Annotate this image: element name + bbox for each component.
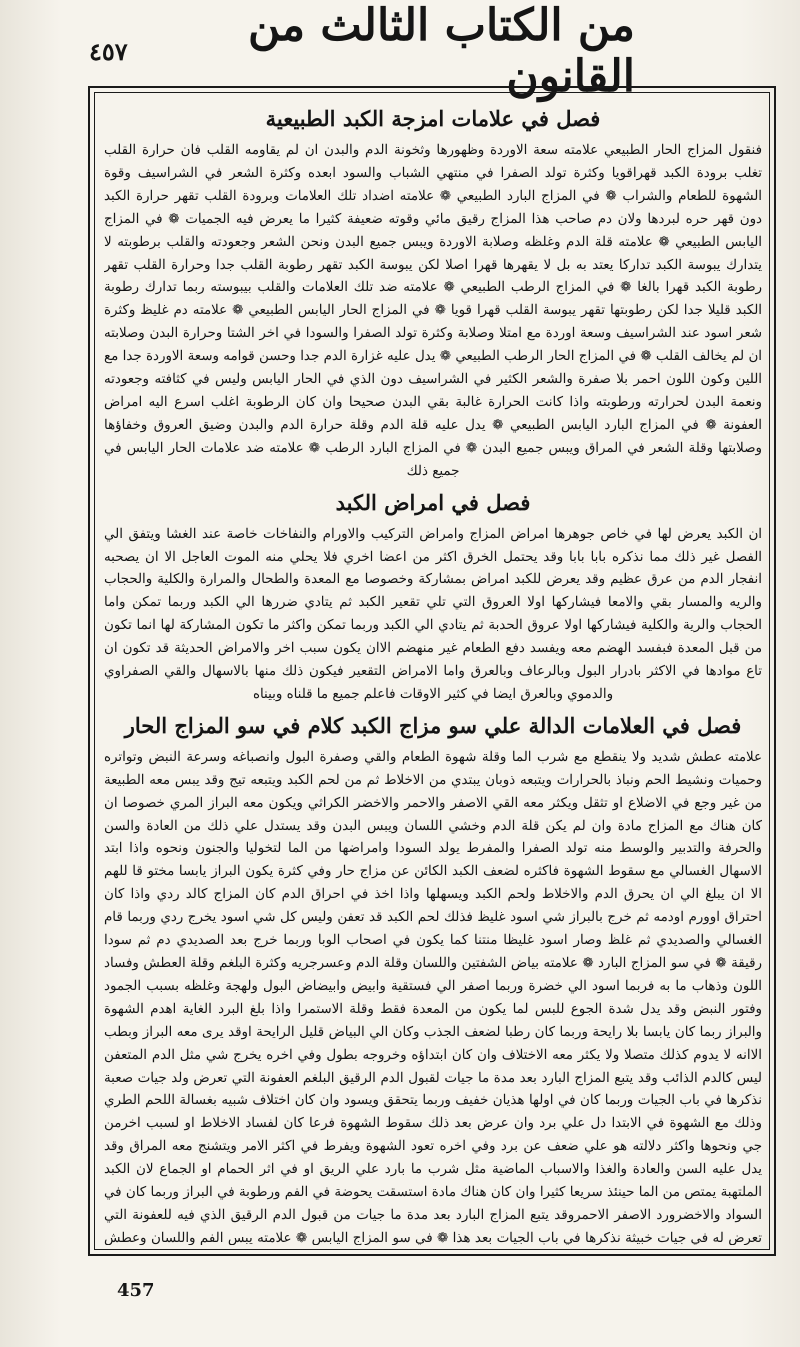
- section-title-liver-dystemperament-signs: فصل في العلامات الدالة علي سو مزاج الكبد كلام في سو المزاج الحار: [124, 712, 742, 738]
- page-body: [104, 100, 762, 1245]
- running-title: من الكتاب الثالث من القانون: [247, 0, 635, 102]
- page-header: [85, 0, 775, 102]
- page-number-bottom: 457: [117, 1280, 155, 1301]
- section-body-liver-diseases: ان الكبد يعرض لها في خاص جوهرها امراض المزاج وامراض التركيب والاورام والنفاخات خاصة عند الغشا ويتفق الي الفصل غير ذلك مما نذكره بابا بابا وقد يحتمل الخرق اكثر من اعضا اخري فلا يحلي منه الموت العاجل الا ان يصحبه انفجار الدم من عرق عظيم وقد يعرض للكبد امراض بمشاركة وخصوصا مع المعدة والطحال والمرارة والكلية والحجاب والريه والمسار بقي والامعا فيشاركها اولا العروق التي تلي تقعير الكبد ثم يتادي ضررها الي الكبد وربما تمكن واما الحجاب والرية والكلية فيشاركها اولا عروق الحدبة ثم يتادي الي الكبد وربما تمكن واكثر ما تكون المشاركة لها انما تكون من قبل المعدة فبفسد الهضم معه ويفسد دفع الطعام غير منهضم الاان يكون سبب اخر والامراض الحديثة قد تكون ان تاع موادها في الاكثر بادرار البول وبالرعاف وبالعرق واما الامراض التقعير فيكون ذلك منها بالاسهال والقي الصفراوي والدموي وبالعرق ايضا في كثير الاوقات فاعلم جميع ما قلناه وبيناه: [104, 526, 762, 702]
- section-title-liver-temperaments: فصل في علامات امزجة الكبد الطبيعية: [265, 106, 601, 131]
- section-title-liver-diseases: فصل في امراض الكبد: [335, 489, 531, 515]
- section-body-liver-temperaments: فنقول المزاج الحار الطبيعي علامته سعة الاوردة وظهورها وثخونة الدم والبدن ان لم يقاومه القلب فان حرارة القلب تغلب برودة الكبد قهراقويا وكثرة تولد الصفرا في منتهي الشباب والسود ابعده وكثرة الشعر في الشراسيف وقوة الشهوة للطعام والشراب ❁ في المزاج البارد الطبيعي ❁ علامته اضداد تلك العلامات وبرودة القلب تقهر حرارة الكبد دون قهر حره لبردها ولان دم صاحب هذا المزاج رقيق مائي وقوته ضعيفة كثيرا ما يعرض فيه الجميات ❁ في المزاج اليابس الطبيعي ❁ علامته قلة الدم وغلظه وصلابة الاوردة ويبس جميع البدن ونحن الشعر وجعودته والقلب برطوبته لا يتدارك يبوسة الكبد تداركا يعتد به بل لا يقهرها قهرا اصلا لكن يبوسة الكبد تقهر رطوبة القلب جدا وحرارة القلب تقهر رطوبة الكبد قهرا بالغا ❁ في المزاج الرطب الطبيعي ❁ علامته ضد تلك العلامات والقلب بيبوسته ربما تدارك رطوبة الكبد قليلا جدا لكن رطوبتها تقهر يبوسة القلب قهرا قويا ❁ في المزاج الحار اليابس الطبيعي ❁ علامته دم غليظ وكثرة شعر اسود عند الشراسيف وسعة اوردة مع امتلا وصلابة وكثرة تولد الصفرا والسودا في اخر الشتا وحرارة البدن وصلابته ان لم يخالف القلب ❁ في المزاج الحار الرطب الطبيعي ❁ يدل عليه غزارة الدم جدا وحسن قوامه وسعة الاوردة جدا مع اللين وكون اللون احمر بلا صفرة والشعر الكثير في الشراسيف دون الذي في الحار اليابس وليس في كثافته وجعودته ونعمة البدن لحرارته ورطوبته واذا كانت الحرارة غالبة بقي البدن صحيحا وان كان الرطوبة اغلب اسرع اليه امراض العفونة ❁ في المزاج البارد اليابس الطبيعي ❁ يدل عليه قلة الدم وقلة حرارة الدم والبدن وضيق العروق وخفاؤها وصلابتها وقلة الشعر في المراق ويبس جميع البدن ❁ في المزاج البارد الرطب ❁ علامته ضد علامات الحار اليابس في جميع ذلك: [104, 143, 762, 479]
- page-number-top: ٤٥٧: [89, 36, 128, 66]
- section-body-liver-dystemperament-signs: علامته عطش شديد ولا ينقطع مع شرب الما وقلة شهوة الطعام والقي وصفرة البول وانصباغه وسرعة النبض وتواتره وحميات ونشيط الحم ونباذ بالحرارات ويتبعه ذوبان يبتدي من الاخلاط ثم من لحم الكبد ويتبعه تيج وقد يبس معه الطبيعة من غير وجع في الاضلاع او تثقل ويكثر معه القي الاصفر والاحمر والاخضر الكراثي ويكون معه البراز المري خصوصا ان كان هناك مع المزاج مادة وان لم يكن قلة الدم وخشي اللسان ويبس البدن وقد يستدل علي ذلك من العادة والسن والحرفة والتدبير والوسط منه تولد الصفرا والمفرط يولد السودا وامراضها من الما لتخوليا والجنون ونحوه واذا ابتد الاسهال الغسالي مع سقوط الشهوة فاكثره لضعف الكبد الكائن عن مزاج حار وفي كثرة يكون البراز يابسا مختو قا للهم الا ان يبلغ الي ان يحرق الدم والاخلاط ولحم الكبد ويسهلها واذا اخذ في احراق الدم كان المزاج كالد ردي واذا كان احتراق اوورم اودمه ثم خرج بالبراز شي اسود غليظ فذلك لحم الكبد قد تعفن وليس كل شي اسود يخرج ردي وربما قام الغسالي والصديدي ثم غلظ وصار اسود غليظا منتنا كما يكون في اصحاب الوبا وربما خرج بعد الصديدي دم ثم سودا رقيقة ❁ في سو المزاج البارد ❁ علامته بياض الشفتين واللسان وقلة الدم وعسرجريه وكثرة البلغم وقلة العطش وفساد اللون وذهاب ما به فربما اسود الي خضرة وربما اصفر الي فستقية وابيض وابيضاض البول ولهجة وغلظه بسبب الجمود وفتور النبض وقد يدل شدة الجوع للبس لما يكون من المعدة فقط وقلة الاستمرا واذا بلغ البرد الغاية اهدم الشهوة والبراز ربما كان يابسا بلا رايحة وربما كان رطبا لضعف الجذب وكان الي البياض قليل الرايحة اوقد يرى معه البراز وبطب الاانه لا يدوم كذلك متصلا ولا يكثر معه الاختلاف وان كان ابتداؤه وخروجه بطول وفي اخره يخرج شي مثل الدم المتعفن ليس كالدم الذائب وقد يتبع المزاج البارد بعد مدة ما جيات لقبول الدم الرقيق البلغم العفونة التي تعرض ولد جيات صعبة نذكرها في باب الجيات وربما كان في اولها هذيان خفيف وربما يتحقق ويسود وان كان اختلاف شبيه بغسالة اللحم الطري وذلك مع الشهوة في الابتدا دل علي برد وان عرض بعد ذلك سقوط الشهوة فرعا كان لفساد الاخلاط او لسبب اخرمن جي ونحوها واكثر دلالته هو علي ضعف عن برد وفي اخره تعود الشهوة ويفرط في اكثر الامر ويتشنج معه المراق وقد يدل عليه السن والعادة والغذا والاسباب الماضية مثل شرب ما بارد علي الريق او في اثر الحمام او الجماع لان الكبد الملتهبة يمتص من الما حينئذ سريعا كثيرا وان كان هناك مادة استسقت يحوضة في الفم ورطوبة في البراز وربما كان في السواد والاخضرورد الاصفر الاحمروقد يتبع المزاج البارد بعد مدة ما جيات من قبول الدم الرقيق الذي فيه للعفونة التي تعرض له في جيات خبيثة نذكرها في باب الجيات بعد هذا ❁ في سو المزاج اليابس ❁ علامته يبس الفم واللسان وعطش: [104, 749, 762, 1245]
